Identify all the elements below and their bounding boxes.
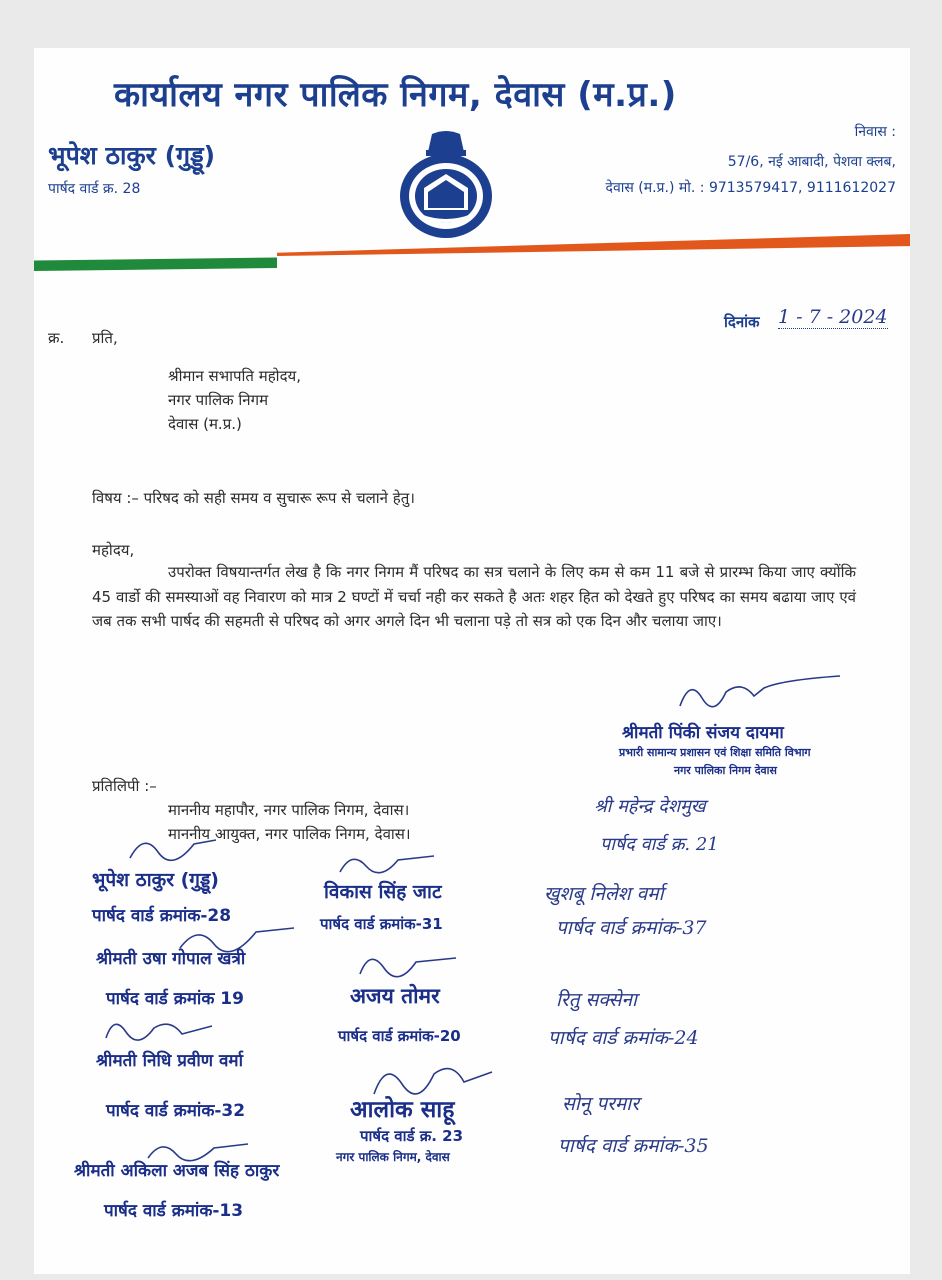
main-signature-scribble bbox=[664, 670, 874, 720]
signatory-name-5: विकास सिंह जाट bbox=[324, 881, 442, 903]
signatory-ward-6: पार्षद वार्ड क्रमांक-20 bbox=[338, 1027, 461, 1045]
date-value: 1 - 7 - 2024 bbox=[778, 306, 888, 328]
signatory-ward-1: पार्षद वार्ड क्रमांक-28 bbox=[92, 906, 232, 926]
signature-scribble-3 bbox=[100, 1010, 220, 1050]
signature-scribble-6 bbox=[354, 944, 464, 984]
main-signatory-name: श्रीमती पिंकी संजय दायमा bbox=[622, 723, 784, 743]
letter-body: उपरोक्त विषयान्तर्गत लेख है कि नगर निगम मैं परिषद का सत्र चलाने के लिए कम से कम 11 बजे से प्रारम्भ किया जाए क्योंकि 45 वार्डो की समस्याओं वह निवारण को मात्र 2 घण्टों में चर्चा नही कर सकते है अतः शहर हित को देखते हुए परिषद का समय बढाया जाए एवं जब तक सभी पार्षद की सहमती से परिषद को अगर अगले दिन भी चलाना पड़े तो सत्र को एक दिन और चलाया जाए। bbox=[92, 563, 856, 630]
signature-scribble-1 bbox=[124, 828, 224, 868]
addressee-line-3: देवास (म.प्र.) bbox=[168, 415, 242, 433]
subject-line: विषय :– परिषद को सही समय व सुचारू रूप से चलाने हेतु। bbox=[92, 489, 415, 507]
date-label: दिनांक bbox=[724, 313, 760, 331]
signatory-name-9: खुशबू निलेश वर्मा bbox=[544, 883, 664, 905]
signatory-name-11: सोनू परमार bbox=[562, 1093, 639, 1115]
signature-scribble-5 bbox=[334, 844, 444, 880]
main-signatory-org: नगर पालिका निगम देवास bbox=[674, 764, 777, 777]
salutation: महोदय, bbox=[92, 541, 135, 559]
address-line: 57/6, नई आबादी, पेशवा क्लब, bbox=[727, 154, 896, 170]
signatory-ward-2: पार्षद वार्ड क्रमांक 19 bbox=[106, 989, 244, 1009]
addressee-line-2: नगर पालिक निगम bbox=[168, 391, 269, 409]
signatory-ward-4: पार्षद वार्ड क्रमांक-13 bbox=[104, 1201, 244, 1221]
reference-label: क्र. bbox=[48, 329, 65, 347]
copy-line-2: माननीय आयुक्त, नगर पालिक निगम, देवास। bbox=[168, 825, 411, 843]
signatory-org-7: नगर पालिक निगम, देवास bbox=[336, 1150, 450, 1164]
signatory-ward-10: पार्षद वार्ड क्रमांक-24 bbox=[548, 1027, 699, 1049]
addressee-line-1: श्रीमान सभापति महोदय, bbox=[168, 367, 302, 385]
to-label: प्रति, bbox=[92, 329, 118, 347]
orange-stripe bbox=[277, 234, 910, 256]
signatory-name-10: रितु सक्सेना bbox=[556, 989, 637, 1011]
signatory-ward-3: पार्षद वार्ड क्रमांक-32 bbox=[106, 1101, 246, 1121]
letter-sheet bbox=[34, 48, 910, 1274]
municipal-emblem-icon bbox=[398, 130, 494, 240]
green-stripe bbox=[34, 256, 277, 271]
sender-ward: पार्षद वार्ड क्र. 28 bbox=[48, 181, 141, 197]
signatory-name-1: भूपेश ठाकुर (गुड्डू) bbox=[92, 869, 219, 891]
signatory-name-4: श्रीमती अकिला अजब सिंह ठाकुर bbox=[74, 1161, 280, 1181]
signatory-name-2: श्रीमती उषा गोपाल खत्री bbox=[96, 949, 246, 969]
signatory-name-6: अजय तोमर bbox=[350, 984, 440, 1008]
signatory-name-8: श्री महेन्द्र देशमुख bbox=[594, 796, 706, 817]
main-signatory-designation: प्रभारी सामान्य प्रशासन एवं शिक्षा समिति विभाग bbox=[619, 746, 811, 759]
signatory-name-3: श्रीमती निधि प्रवीण वर्मा bbox=[96, 1051, 243, 1071]
residence-label: निवास : bbox=[854, 124, 896, 140]
signatory-ward-11: पार्षद वार्ड क्रमांक-35 bbox=[558, 1135, 709, 1157]
signatory-ward-9: पार्षद वार्ड क्रमांक-37 bbox=[556, 917, 707, 939]
office-title: कार्यालय नगर पालिक निगम, देवास (म.प्र.) bbox=[114, 75, 677, 115]
copy-label: प्रतिलिपी :– bbox=[92, 777, 157, 795]
signatory-ward-8: पार्षद वार्ड क्र. 21 bbox=[600, 834, 719, 855]
sender-name: भूपेश ठाकुर (गुड्डू) bbox=[48, 141, 216, 170]
signatory-name-7: आलोक साहू bbox=[350, 1097, 455, 1123]
signatory-ward-5: पार्षद वार्ड क्रमांक-31 bbox=[320, 915, 443, 933]
copy-line-1: माननीय महापौर, नगर पालिक निगम, देवास। bbox=[168, 801, 410, 819]
signatory-ward-7: पार्षद वार्ड क्र. 23 bbox=[360, 1127, 464, 1145]
city-mobile: देवास (म.प्र.) मो. : 9713579417, 9111612027 bbox=[605, 180, 896, 196]
